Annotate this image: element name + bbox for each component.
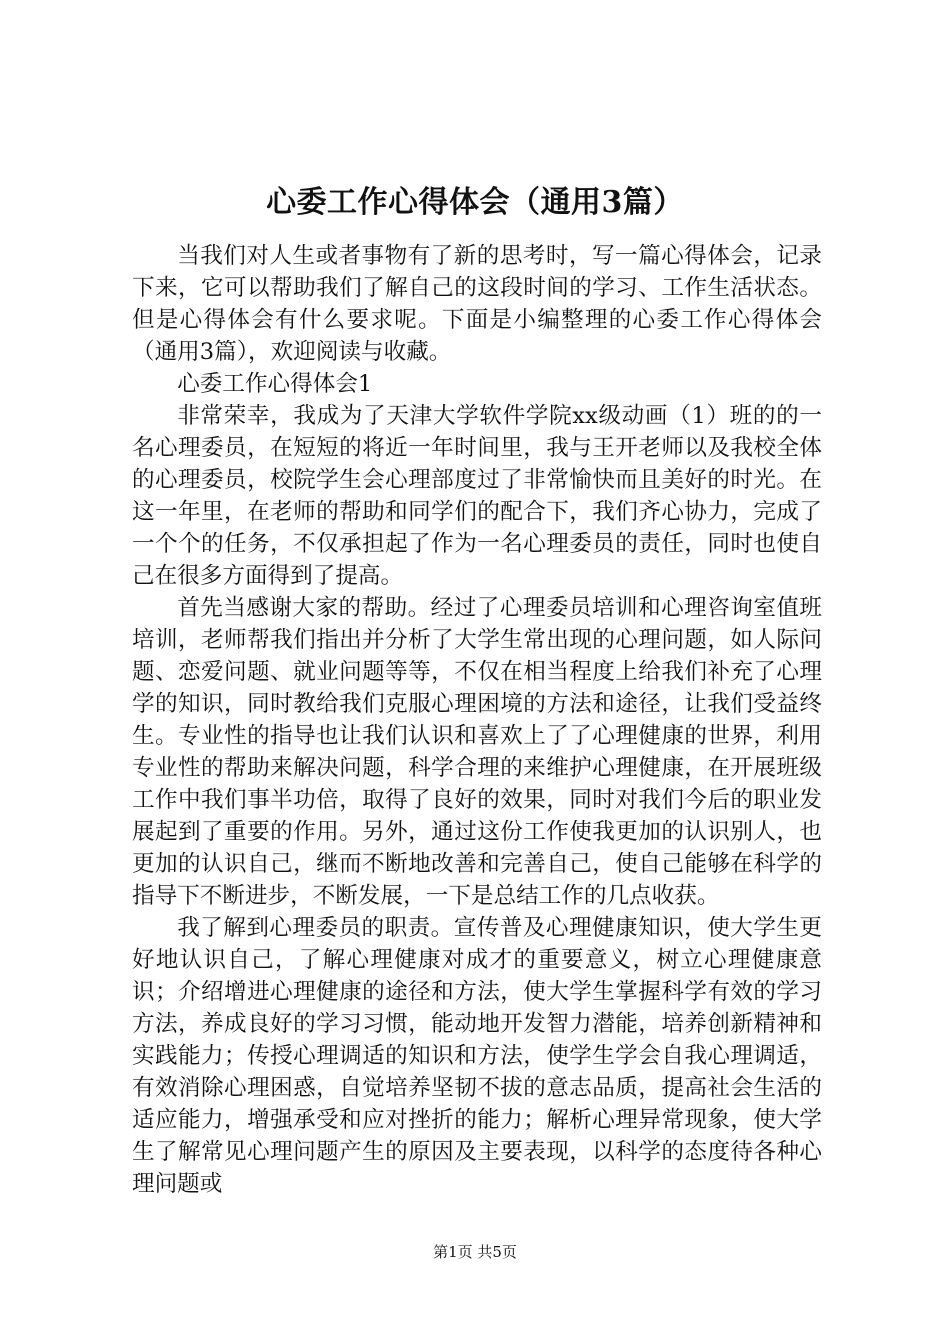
intro-paragraph: 当我们对人生或者事物有了新的思考时，写一篇心得体会，记录下来，它可以帮助我们了解自己的这段时间的学习、工作生活状态。但是心得体会有什么要求呢。下面是小编整理的心委工作心得体会（通用3篇），欢迎阅读与收藏。: [132, 243, 822, 365]
body-paragraph: 我了解到心理委员的职责。宣传普及心理健康知识，使大学生更好地认识自己，了解心理健康对成才的重要意义，树立心理健康意识；介绍增进心理健康的途径和方法，使大学生掌握科学有效的学习方法，养成良好的学习习惯，能动地开发智力潜能，培养创新精神和实践能力；传授心理调适的知识和方法，使学生学会自我心理调适，有效消除心理困惑，自觉培养坚韧不拔的意志品质，提高社会生活的适应能力，增强承受和应对挫折的能力；解析心理异常现象，使大学生了解常见心理问题产生的原因及主要表现，以科学的态度待各种心理问题或: [132, 915, 822, 1197]
document-title: 心委工作心得体会（通用3篇）: [266, 185, 684, 220]
body-paragraph: 首先当感谢大家的帮助。经过了心理委员培训和心理咨询室值班培训，老师帮我们指出并分析了大学生常出现的心理问题，如人际问题、恋爱问题、就业问题等等，不仅在相当程度上给我们补充了心理学的知识，同时教给我们克服心理困境的方法和途径，让我们受益终生。专业性的指导也让我们认识和喜欢上了了心理健康的世界，利用专业性的帮助来解决问题，科学合理的来维护心理健康，在开展班级工作中我们事半功倍，取得了良好的效果，同时对我们今后的职业发展起到了重要的作用。另外，通过这份工作使我更加的认识别人，也更加的认识自己，继而不断地改善和完善自己，使自己能够在科学的指导下不断进步，不断发展，一下是总结工作的几点收获。: [132, 595, 822, 909]
body-paragraph: 非常荣幸，我成为了天津大学软件学院xx级动画（1）班的的一名心理委员，在短短的将近一年时间里，我与王开老师以及我校全体的心理委员，校院学生会心理部度过了非常愉快而且美好的时光。在这一年里，在老师的帮助和同学们的配合下，我们齐心协力，完成了一个个的任务，不仅承担起了作为一名心理委员的责任，同时也使自己在很多方面得到了提高。: [132, 403, 822, 589]
section-heading: 心委工作心得体会1: [177, 371, 373, 397]
page-footer: [0, 1242, 950, 1262]
page-total: 共5页: [477, 1243, 517, 1261]
page-number: 第1页: [433, 1243, 473, 1261]
document-body: [132, 240, 822, 1200]
